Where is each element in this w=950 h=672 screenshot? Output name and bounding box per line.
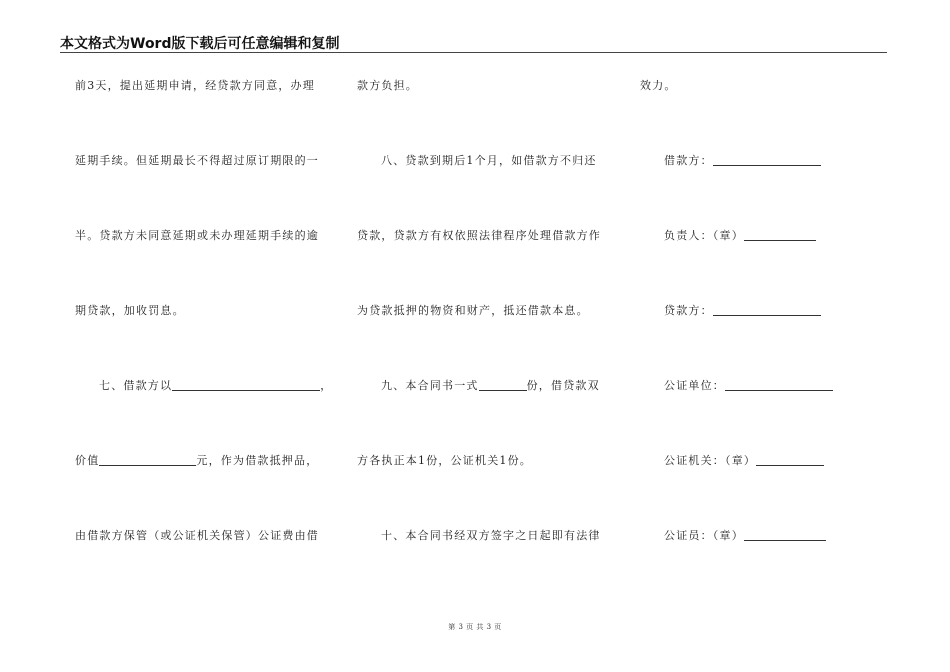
clause-9-suffix: 份，借贷款双 bbox=[526, 379, 600, 392]
right-column bbox=[640, 70, 892, 595]
left-line-7: 由借款方保管（或公证机关保管）公证费由借 bbox=[75, 529, 319, 542]
left-line-3: 半。贷款方未同意延期或未办理延期手续的逾 bbox=[75, 229, 319, 242]
notary-unit-blank bbox=[725, 378, 833, 391]
notary-office-label: 公证机关：（章） bbox=[664, 454, 757, 467]
clause-7-suffix: ， bbox=[320, 379, 333, 392]
middle-line-4: 为贷款抵押的物资和财产，抵还借款本息。 bbox=[357, 304, 589, 317]
notary-officer-line bbox=[640, 520, 892, 595]
middle-line-3: 贷款，贷款方有权依照法律程序处理借款方作 bbox=[357, 229, 601, 242]
notary-officer-label: 公证员：（章） bbox=[664, 529, 744, 542]
middle-line-5 bbox=[357, 370, 609, 445]
document-header-title: 本文格式为Word版下载后可任意编辑和复制 bbox=[60, 36, 340, 52]
lender-signature-line bbox=[640, 295, 892, 370]
responsible-person-blank bbox=[744, 228, 816, 241]
value-suffix: 元，作为借款抵押品， bbox=[196, 454, 319, 467]
lender-blank bbox=[713, 303, 821, 316]
page-number: 第 3 页 共 3 页 bbox=[448, 623, 502, 631]
left-line-6 bbox=[75, 445, 327, 520]
left-line-1: 前3天，提出延期申请，经贷款方同意，办理 bbox=[75, 79, 315, 92]
value-amount-blank bbox=[99, 453, 196, 466]
middle-column bbox=[357, 70, 609, 595]
left-line-4: 期贷款，加收罚息。 bbox=[75, 304, 185, 317]
clause-7-prefix: 七、借款方以 bbox=[99, 379, 173, 392]
borrower-signature-line bbox=[640, 145, 892, 220]
middle-line-2: 八、贷款到期后1个月，如借款方不归还 bbox=[381, 154, 597, 167]
left-line-5 bbox=[75, 370, 333, 445]
left-column bbox=[75, 70, 333, 595]
collateral-blank bbox=[172, 378, 320, 391]
right-line-1: 效力。 bbox=[640, 79, 677, 92]
notary-unit-line bbox=[640, 370, 892, 445]
responsible-person-label: 负责人：（章） bbox=[664, 229, 744, 242]
copies-blank bbox=[479, 378, 527, 391]
notary-office-line bbox=[640, 445, 892, 520]
header-divider bbox=[60, 52, 887, 53]
borrower-blank bbox=[713, 153, 821, 166]
borrower-label: 借款方： bbox=[664, 154, 713, 167]
notary-unit-label: 公证单位： bbox=[664, 379, 725, 392]
notary-office-blank bbox=[756, 453, 824, 466]
notary-officer-blank bbox=[744, 528, 826, 541]
left-line-2: 延期手续。但延期最长不得超过原订期限的一 bbox=[75, 154, 319, 167]
responsible-person-line bbox=[640, 220, 892, 295]
middle-line-7: 十、本合同书经双方签字之日起即有法律 bbox=[381, 529, 601, 542]
middle-line-1: 款方负担。 bbox=[357, 79, 418, 92]
middle-line-6: 方各执正本1份，公证机关1份。 bbox=[357, 454, 532, 467]
clause-9-prefix: 九、本合同书一式 bbox=[381, 379, 479, 392]
lender-label: 贷款方： bbox=[664, 304, 713, 317]
value-prefix: 价值 bbox=[75, 454, 100, 467]
